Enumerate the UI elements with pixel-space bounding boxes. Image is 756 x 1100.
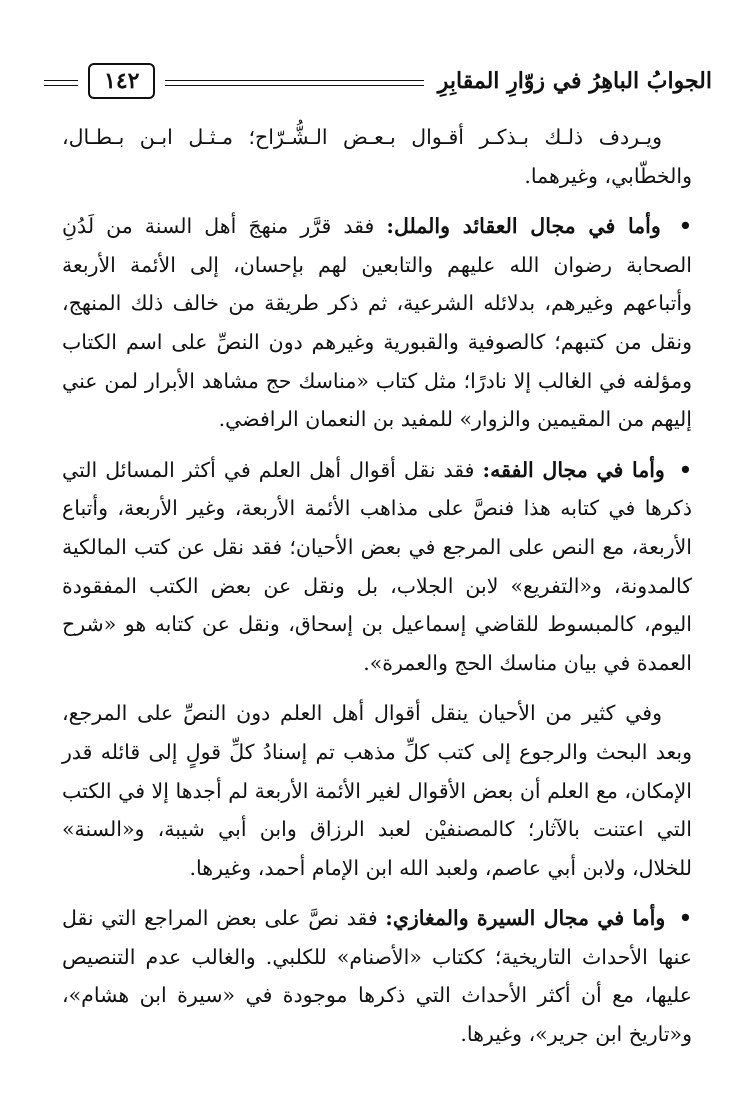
paragraph bbox=[62, 694, 692, 887]
paragraph-text: وفي كثير من الأحيان ينقل أقوال أهل العلم دون النصِّ على المرجع، وبعد البحث والرجوع إلى كتب كلِّ مذهب تم إسنادُ كلِّ قولٍ إلى قائله قدر الإمكان، مع العلم أن بعض الأقوال لغير الأئمة الأربعة لم أجدها إلا في الكتب التي اعتنت بالآثار؛ كالمصنفيْن لعبد الرزاق وابن أبي شيبة، و«السنة» للخلال، ولابن أبي عاصم، ولعبد الله ابن الإمام أحمد، وغيرها. bbox=[62, 701, 692, 880]
section-lead: وأما في مجال الفقه: bbox=[482, 457, 665, 482]
paragraph-text: فقد نقل أقوال أهل العلم في أكثر المسائل التي ذكرها في كتابه هذا فنصَّ على مذاهب الأئمة الأربعة، وغير الأربعة، وأتباع الأربعة، مع النص على المرجع في بعض الأحيان؛ فقد نقل عن كتب المالكية كالمدونة، و«التفريع» لابن الجلاب، بل ونقل عن بعض الكتب المفقودة اليوم، كالمبسوط للقاضي إسماعيل بن إسحاق، ونقل عن كتابه هو «شرح العمدة في بيان مناسك الحج والعمرة». bbox=[62, 457, 692, 675]
paragraph bbox=[62, 899, 692, 1053]
bullet-icon: • bbox=[678, 906, 692, 931]
paragraph-text: فقد نصَّ على بعض المراجع التي نقل عنها الأحداث التاريخية؛ ككتاب «الأصنام» للكلبي. والغالب عدم التنصيص عليها، مع أن أكثر الأحداث التي ذكرها موجودة في «سيرة ابن هشام»، و«تاريخ ابن جرير»، وغيرها. bbox=[62, 906, 692, 1047]
section-lead: وأما في مجال العقائد والملل: bbox=[386, 214, 661, 239]
paragraph bbox=[62, 451, 692, 683]
bullet-icon: • bbox=[678, 214, 692, 239]
section-lead: وأما في مجال السيرة والمغازي: bbox=[385, 906, 666, 931]
body-text bbox=[62, 118, 692, 1066]
paragraph bbox=[62, 207, 692, 439]
paragraph bbox=[62, 118, 692, 195]
paragraph-text: فقد قرَّر منهجَ أهل السنة من لَدُنِ الصحابة رضوان الله عليهم والتابعين لهم بإحسان، إلى الأئمة الأربعة وأتباعهم وغيرهم، بدلائله الشرعية، ثم ذكر طريقة من خالف ذلك المنهج، ونقل من كتبهم؛ كالصوفية والقبورية وغيرهم دون النصِّ على اسم الكتاب ومؤلفه في الغالب إلا نادرًا؛ مثل كتاب «مناسك حج مشاهد الأبرار لمن عني إليهم من المقيمين والزوار» للمفيد بن النعمان الرافضي. bbox=[62, 214, 692, 432]
bullet-icon: • bbox=[678, 457, 692, 482]
header-rule-tail bbox=[44, 80, 78, 86]
paragraph-text: ويـردف ذلـك بـذكـر أقـوال بـعـض الـشُّـرّاح؛ مـثـل ابـن بـطـال، والخطّابي، وغيرهما. bbox=[62, 125, 692, 188]
book-title: الجوابُ الباهِرُ في زوّارِ المقابِرِ bbox=[437, 68, 712, 94]
header-rule bbox=[165, 80, 423, 86]
running-header bbox=[44, 58, 712, 104]
page-number: ١٤٢ bbox=[88, 63, 155, 99]
